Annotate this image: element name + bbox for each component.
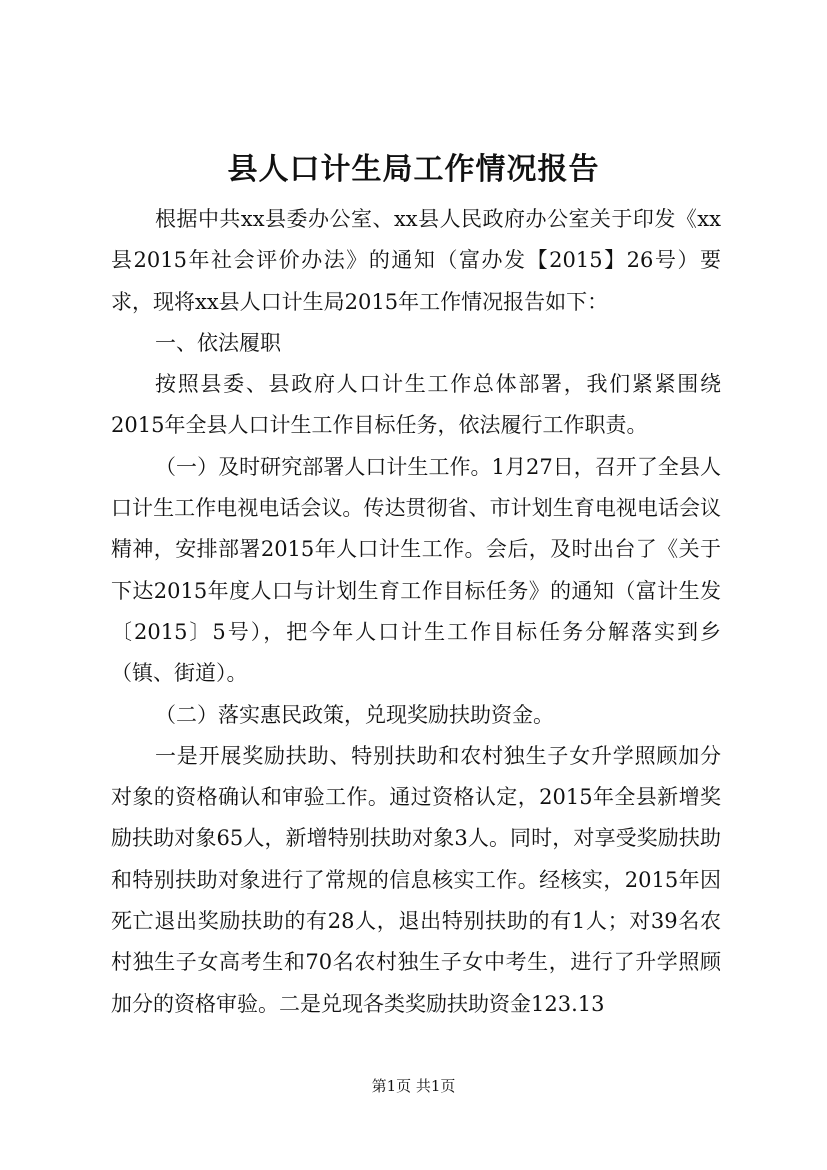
paragraph-intro: 根据中共xx县委办公室、xx县人民政府办公室关于印发《xx县2015年社会评价办法》的通知（富办发【2015】26号）要求，现将xx县人口计生局2015年工作情况报告如下： xyxy=(111,207,721,314)
section-heading-1: 一、依法履职 xyxy=(155,330,281,355)
page-footer: 第1页 共1页 xyxy=(371,1077,456,1095)
document-title: 县人口计生局工作情况报告 xyxy=(227,152,600,187)
document-body xyxy=(111,199,721,1025)
paragraph-detail: 一是开展奖励扶助、特别扶助和农村独生子女升学照顾加分对象的资格确认和审验工作。通过资格认定，2015年全县新增奖励扶助对象65人，新增特别扶助对象3人。同时，对享受奖励扶助和特别扶助对象进行了常规的信息核实工作。经核实，2015年因死亡退出奖励扶助的有28人，退出特别扶助的有1人；对39名农村独生子女高考生和70名农村独生子女中考生，进行了升学照顾加分的资格审验。二是兑现各类奖励扶助资金123.13 xyxy=(111,743,721,1016)
paragraph-overview: 按照县委、县政府人口计生工作总体部署，我们紧紧围绕2015年全县人口计生工作目标任务，依法履行工作职责。 xyxy=(111,372,721,438)
paragraph-subsection-1: （一）及时研究部署人口计生工作。1月27日，召开了全县人口计生工作电视电话会议。传达贯彻省、市计划生育电视电话会议精神，安排部署2015年人口计生工作。会后，及时出台了《关于下达2015年度人口与计划生育工作目标任务》的通知（富计生发〔2015〕5号），把今年人口计生工作目标任务分解落实到乡（镇、街道）。 xyxy=(111,454,721,686)
paragraph-subsection-2: （二）落实惠民政策，兑现奖励扶助资金。 xyxy=(155,702,554,727)
